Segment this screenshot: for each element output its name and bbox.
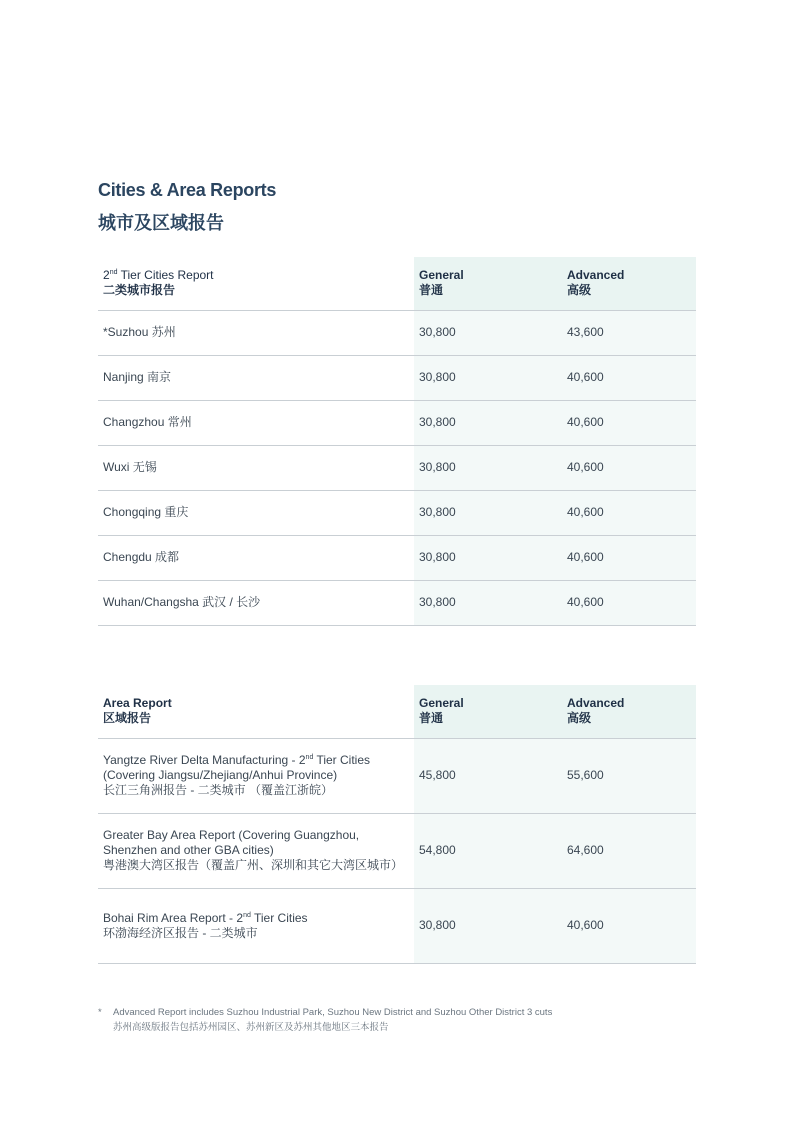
- table-row: [98, 445, 696, 490]
- footnote-chinese: 苏州高级版报告包括苏州园区、苏州新区及苏州其他地区三本报告: [113, 1022, 389, 1033]
- header-report-name: Area Report 区域报告: [98, 685, 414, 738]
- area-name: Bohai Rim Area Report - 2nd Tier Cities 环渤海经济区报告 - 二类城市: [103, 910, 308, 940]
- advanced-price: 64,600: [562, 813, 696, 888]
- advanced-price: 40,600: [562, 535, 696, 580]
- area-name: Greater Bay Area Report (Covering Guangzhou, Shenzhen and other GBA cities) 粤港澳大湾区报告（覆盖广州、深圳和其它大湾区城市）: [103, 828, 404, 872]
- table-row: [98, 580, 696, 625]
- table-row: [98, 355, 696, 400]
- footnote-mark: *: [98, 1007, 102, 1018]
- city-name: Wuhan/Changsha 武汉 / 长沙: [103, 595, 261, 609]
- general-price: 30,800: [414, 490, 562, 535]
- table-header-row: [98, 685, 696, 738]
- advanced-price: 40,600: [562, 888, 696, 963]
- table-row: [98, 310, 696, 355]
- area-name: Yangtze River Delta Manufacturing - 2nd Tier Cities (Covering Jiangsu/Zhejiang/Anhui Province) 长江三角洲报告 - 二类城市 （覆盖江浙皖）: [103, 753, 371, 797]
- city-name: Chengdu 成都: [103, 550, 180, 564]
- tier-cities-report-table: [98, 257, 696, 626]
- table-row: [98, 400, 696, 445]
- header-advanced: Advanced 高级: [562, 685, 696, 738]
- footnote: [98, 1005, 552, 1035]
- general-price: 30,800: [414, 535, 562, 580]
- header-advanced: Advanced 高级: [562, 257, 696, 310]
- general-price: 30,800: [414, 580, 562, 625]
- advanced-price: 40,600: [562, 400, 696, 445]
- advanced-price: 40,600: [562, 445, 696, 490]
- city-name: Wuxi 无锡: [103, 460, 157, 474]
- footnote-english: Advanced Report includes Suzhou Industrial Park, Suzhou New District and Suzhou Other District 3 cuts: [113, 1007, 553, 1018]
- table-row: [98, 813, 696, 888]
- advanced-price: 40,600: [562, 355, 696, 400]
- advanced-price: 40,600: [562, 580, 696, 625]
- header-general: General 普通: [414, 257, 562, 310]
- city-name: Chongqing 重庆: [103, 505, 189, 519]
- general-price: 30,800: [414, 888, 562, 963]
- header-general: General 普通: [414, 685, 562, 738]
- city-name: *Suzhou 苏州: [103, 325, 176, 339]
- general-price: 54,800: [414, 813, 562, 888]
- table-header-row: [98, 257, 696, 310]
- page-title-chinese: 城市及区域报告: [98, 213, 224, 233]
- city-name: Changzhou 常州: [103, 415, 192, 429]
- general-price: 30,800: [414, 310, 562, 355]
- advanced-price: 43,600: [562, 310, 696, 355]
- table-row: [98, 490, 696, 535]
- table-row: [98, 738, 696, 813]
- advanced-price: 40,600: [562, 490, 696, 535]
- general-price: 45,800: [414, 738, 562, 813]
- general-price: 30,800: [414, 400, 562, 445]
- header-report-name: 2nd Tier Cities Report 二类城市报告: [98, 257, 414, 310]
- city-name: Nanjing 南京: [103, 370, 172, 384]
- general-price: 30,800: [414, 445, 562, 490]
- area-report-table: [98, 685, 696, 964]
- page-title: Cities & Area Reports: [98, 180, 277, 200]
- table-row: [98, 888, 696, 963]
- general-price: 30,800: [414, 355, 562, 400]
- advanced-price: 55,600: [562, 738, 696, 813]
- table-row: [98, 535, 696, 580]
